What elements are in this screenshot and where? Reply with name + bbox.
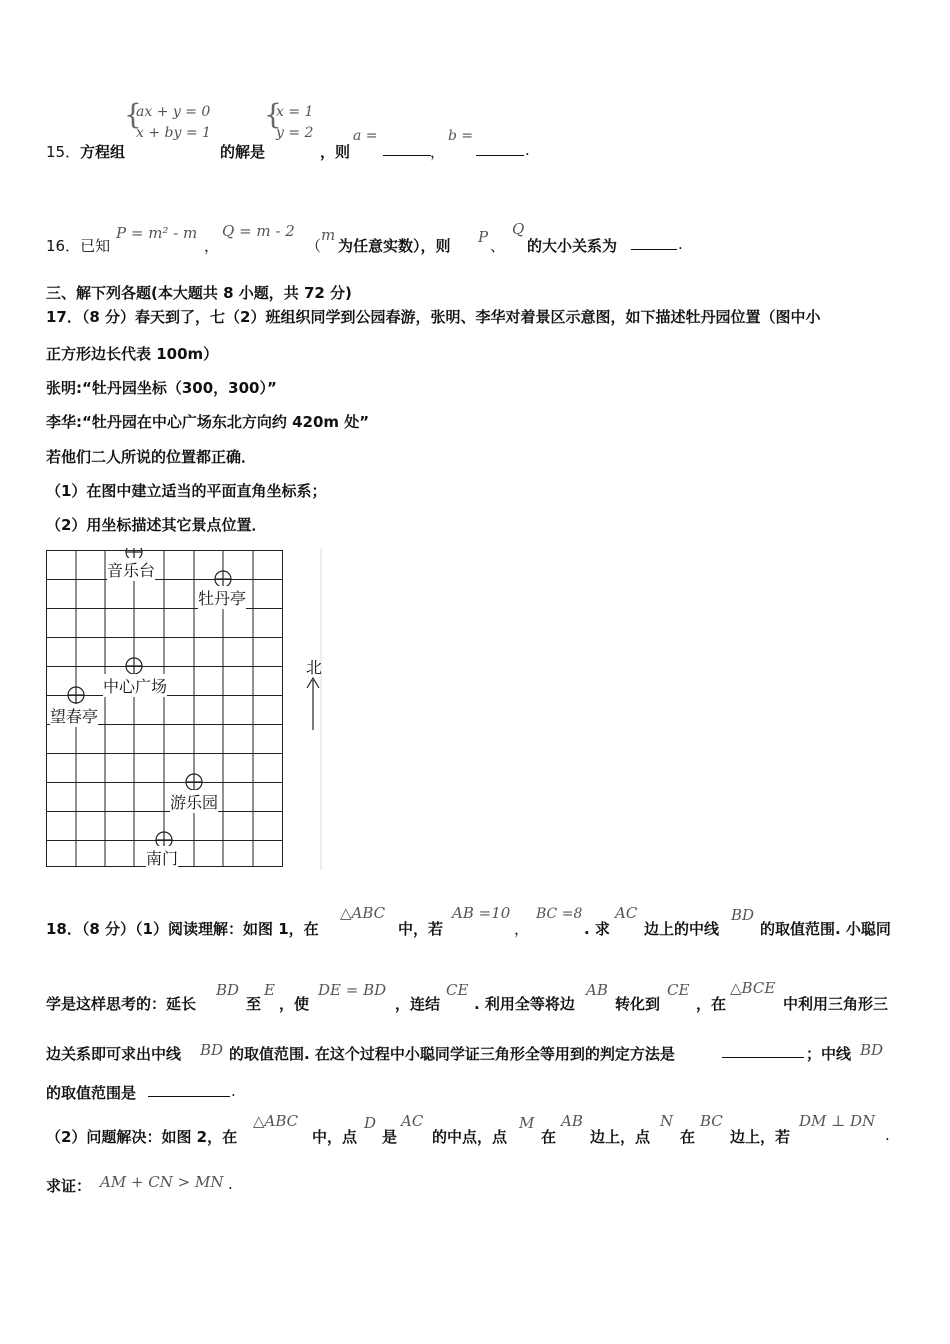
q15-comma: ， (430, 143, 446, 161)
q18-p2-m: M (519, 1114, 535, 1132)
q18-method-blank[interactable] (722, 1043, 804, 1058)
q18-p2-b: 中，点 (312, 1128, 358, 1146)
q16-m: m (321, 226, 336, 244)
q16-q-expr: Q = m - 2 (222, 222, 295, 240)
q15-label: 方程组 (80, 143, 126, 161)
q16-p-expr: P = m² - m (116, 224, 198, 242)
q16-comma1: ， (204, 237, 220, 255)
q17-line2: 正方形边长代表 100m） (46, 345, 219, 363)
place-central-square: 中心广场 (103, 674, 167, 697)
q15-eq2: x + by = 1 (136, 125, 211, 141)
q15-end: . (525, 141, 530, 159)
q16-blank[interactable] (631, 235, 677, 250)
q18-l2-a: 学是这样思考的：延长 (46, 995, 197, 1013)
q17-line5: 若他们二人所说的位置都正确． (46, 448, 257, 466)
q16-end: . (678, 235, 683, 253)
q18-l2-e: . 利用全等将边 (474, 995, 575, 1013)
q17-line3: 张明:“牡丹园坐标（300，300）” (46, 379, 277, 397)
peony-pavilion-marker-icon (215, 571, 231, 587)
q18-p2-a: （2）问题解决：如图 2，在 (46, 1128, 238, 1146)
q15-sol1: x = 1 (276, 104, 314, 120)
q18-p2-d: D (364, 1114, 377, 1132)
place-amusement-park: 游乐园 (170, 790, 218, 813)
q16-rel: 的大小关系为 (527, 237, 618, 255)
north-arrow-icon (307, 678, 319, 730)
q18-l4-b: . (231, 1082, 236, 1100)
q15-then: ，则 (320, 143, 351, 161)
q18-p2-bc: BC (700, 1112, 723, 1130)
q18-p2-g: 边上，点 (590, 1128, 651, 1146)
q15-number: 15． (46, 143, 81, 161)
q15-a-eq: a = (353, 128, 378, 144)
q18-l3-c: ；中线 (806, 1045, 852, 1063)
q18-l2-bd: BD (216, 981, 240, 999)
place-music-stage: 音乐台 (107, 558, 155, 581)
q18-l1-f: 的取值范围. 小聪同 (760, 920, 891, 938)
central-square-marker-icon (126, 658, 142, 674)
place-peony-pavilion: 牡丹亭 (198, 586, 246, 609)
q18-p2-h: 在 (680, 1128, 696, 1146)
q15-sol2: y = 2 (276, 125, 314, 141)
q17-part2: （2）用坐标描述其它景点位置． (46, 516, 267, 534)
q18-p2-ab: AB (561, 1112, 583, 1130)
q18-ac: AC (615, 904, 638, 922)
q18-ce2: CE (667, 981, 690, 999)
q16-number: 16．已知 (46, 237, 111, 255)
q18-p2-n: N (660, 1112, 674, 1130)
q18-ab10: AB =10 (452, 904, 511, 922)
q15-eq1: ax + y = 0 (136, 104, 211, 120)
q18-proof-end: . (228, 1175, 233, 1193)
q18-range-blank[interactable] (148, 1082, 230, 1097)
q17-line4: 李华:“牡丹园在中心广场东北方向约 420m 处” (46, 413, 370, 431)
q18-l2-c: ，使 (279, 995, 310, 1013)
q18-p2-ac: AC (401, 1112, 424, 1130)
q16-sep: 、 (490, 237, 506, 255)
place-south-gate: 南门 (146, 846, 178, 869)
q18-l3-bd: BD (200, 1041, 224, 1059)
q18-l1-d: . 求 (584, 920, 610, 938)
q18-p2-j: . (885, 1126, 890, 1144)
q18-l2-h: 中利用三角形三 (783, 995, 889, 1013)
q17-line1: 17．（8 分）春天到了，七（2）班组织同学到公园春游，张明、李华对着景区示意图，如下描述牡丹园位置（图中小 (46, 308, 821, 326)
q18-p2-i: 边上，若 (730, 1128, 791, 1146)
solution-brace-icon: { (264, 98, 282, 131)
q18-p2-tri: △ABC (253, 1112, 299, 1130)
q18-p2-f: 在 (541, 1128, 557, 1146)
q18-bc8: BC =8 (536, 906, 583, 922)
amusement-park-marker-icon (186, 774, 202, 790)
q18-l2-d: ，连结 (395, 995, 441, 1013)
q16-paren: （ (306, 237, 322, 255)
north-label: 北 (306, 658, 323, 677)
q18-l4-a: 的取值范围是 (46, 1084, 137, 1102)
q18-de-bd: DE = BD (318, 981, 387, 999)
q18-tri-abc: △ABC (340, 904, 386, 922)
q16-p: P (478, 228, 489, 246)
place-spring-pavilion: 望春亭 (50, 704, 98, 727)
q18-l3-bd2: BD (860, 1041, 884, 1059)
q18-p2-e: 的中点，点 (432, 1128, 508, 1146)
q18-tri-bce: △BCE (730, 979, 776, 997)
q18-l3-a: 边关系即可求出中线 (46, 1045, 182, 1063)
spring-pavilion-marker-icon (68, 687, 84, 703)
q18-p2-c: 是 (382, 1128, 398, 1146)
q18-l1-c: ， (514, 920, 530, 938)
q18-proof-label: 求证： (46, 1177, 92, 1195)
q18-e: E (264, 981, 275, 999)
q18-p2-perp: DM ⊥ DN (799, 1112, 876, 1130)
section-3-heading: 三、解下列各题(本大题共 8 小题，共 72 分) (46, 284, 352, 302)
q16-q: Q (512, 220, 525, 238)
q15-a-blank[interactable] (383, 141, 431, 156)
q15-b-blank[interactable] (476, 141, 524, 156)
q18-l1-e: 边上的中线 (644, 920, 720, 938)
q18-l2-f: 转化到 (615, 995, 661, 1013)
q18-proof-expr: AM + CN > MN (100, 1173, 224, 1191)
q18-l1-b: 中，若 (398, 920, 444, 938)
q15-b-eq: b = (448, 128, 474, 144)
q18-ce: CE (446, 981, 469, 999)
scenic-map-figure (46, 548, 326, 870)
q18-l2-g: ，在 (696, 995, 727, 1013)
q17-part1: （1）在图中建立适当的平面直角坐标系； (46, 482, 327, 500)
q16-any: 为任意实数），则 (338, 237, 451, 255)
q18-bd: BD (731, 906, 755, 924)
q18-l1-a: 18．（8 分）（1）阅读理解：如图 1，在 (46, 920, 319, 938)
q18-l3-b: 的取值范围. 在这个过程中小聪同学证三角形全等用到的判定方法是 (229, 1045, 675, 1063)
q15-mid: 的解是 (220, 143, 266, 161)
q18-ab: AB (586, 981, 608, 999)
system-brace-icon: { (124, 98, 142, 131)
q18-l2-b: 至 (246, 995, 262, 1013)
